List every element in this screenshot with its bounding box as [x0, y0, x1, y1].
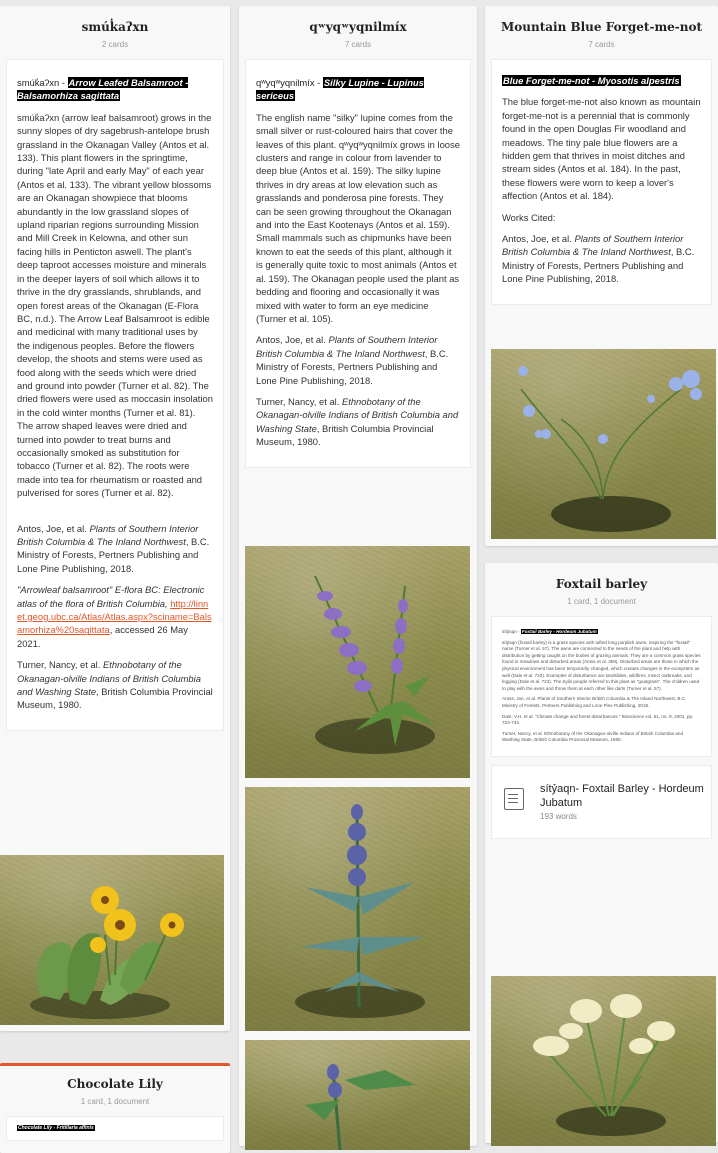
column-count: 1 card, 1 document: [80, 1097, 150, 1106]
intro-highlight: Chocolate Lily - Fritillaria affinis: [18, 1125, 94, 1131]
citation-link[interactable]: http://linnet.geog.ubc.ca/Atlas/Atlas.aspx?sciname=Balsamorhiza%20sagittata: [17, 597, 212, 636]
document-icon: [504, 788, 524, 810]
lupine-illustration: [245, 787, 470, 1031]
forget-me-not-illustration: [491, 349, 716, 539]
citation-authors: Turner, Nancy, et al.: [256, 395, 342, 407]
column-title: Mountain Blue Forget-me-not: [500, 20, 703, 34]
works-cited-heading: Works Cited:: [502, 211, 556, 223]
citation: [17, 658, 213, 712]
citation: Dale, V.H. et al. "Climate change and forest disturbances." Bioscience vol. 51, no. 9, 2001, pp. 723-734.: [502, 713, 694, 726]
column-header[interactable]: [0, 1063, 230, 1116]
column-title: Chocolate Lily: [67, 1077, 163, 1091]
balsamroot-illustration: [0, 855, 224, 1025]
card-intro: [17, 76, 213, 103]
citation: [17, 522, 213, 576]
citation-publisher: , British Columbia Provincial Museum, 1980.: [17, 686, 213, 711]
post-card[interactable]: [245, 59, 471, 468]
card-body: sítỷaqn (foxtail barley) is a grass species with tufted long purplish awns, inspiring the "foxtail" name (Turner et al. 57). The awns are connected to the seeds of the plant and help with distribution by getting caught on the bodies of grazing animals. They are a common grass species found in meadows and disturbed areas (Antos et al. 358). Disturbed areas are those in which the physical environment has been temporarily changed, which creates changes in the ecosystem as well (Dale et al. 723). Examples of disturbance are landslides, wildfires, insect outbreaks, and logging (Dale et al. 723). The Syilx people referred to this plant as "goatgrass". The children used to play with the awns and throw them at each other like darts (Turner et al. 57).: [502, 639, 701, 691]
citation: Antos, Joe, et al. Plants of Southern Interior British Columbia & The Inland Northwest, B.C. Ministry of Forests, Pertners Publishing and Lone Pine Publishing, 2018.: [502, 696, 687, 708]
card-body: smúk̓aʔxn (arrow leaf balsamroot) grows in the sunny slopes of dry sagebrush-antelope brush grassland in the Okanagan Valley (Antos et al. 133). This plant flowers in the springtime, during "late April and early May" of each year (Antos et al. 133). The vibrant yellow blossoms are an Okanagan showpiece that blooms abundantly in the low grassland slopes of upland riparian regions surrounding Mission and Mill Creek in Kelowna, and other sun facing hills in Penticton aswell. The plant's deep taproot accesses moisture and minerals in the deeper layers of soil which allows it to thrive in the dry grasslands, shrublands, and open forest areas of the Okanagan (E-Flora BC, n.d.). The Arrow Leaf Balsamroot is edible and medicinal with many traditional uses by the indigenous peoples. Before the flowers develop, the shoots and stems were used as food along with the seeds which were dried and ground into powder (Turner et al. 82). The dried flowers were used as moccasin insolation in the cold winter months (Turner et al. 81). The arrow shaped leaves were dried and turned into powder to treat burns and occasionally smoked as substitution for tobacco (Turner et al. 82). The roots were made into tea for rheumatism or roasted and pulverised for sores (Turner et al. 82).: [17, 111, 213, 499]
citation-title: Plants of Southern Interior British Columbia & The Inland Northwest: [502, 233, 684, 258]
column-title: smúk̓aʔxn: [81, 20, 149, 34]
document-word-count: 193 words: [540, 811, 577, 821]
citation-accessed: , accessed 26 May 2021.: [17, 624, 188, 649]
citation: [502, 232, 701, 286]
balsamroot-image[interactable]: [0, 855, 224, 1025]
citation-authors: Turner, Nancy, et al.: [17, 659, 103, 671]
forget-me-not-image[interactable]: [491, 349, 716, 539]
citation-authors: Antos, Joe, et al.: [502, 233, 575, 245]
post-card[interactable]: [6, 1116, 224, 1141]
column-header[interactable]: [485, 563, 718, 616]
card-body: The blue forget-me-not also known as mountain forget-me-not is a perennial that is commonly found in the open Douglas Fir woodland and meadows. The tiny pale blue flowers are a hidden gem that thrives in moist ditches and stream sides (Antos et al. 184). In the past, these flowers were worn to keep a lover's affection (Antos et al. 184).: [502, 96, 701, 202]
card-intro: [256, 76, 460, 103]
post-card[interactable]: [6, 59, 224, 731]
column-header[interactable]: [239, 6, 477, 59]
lupine-image-1[interactable]: [245, 546, 470, 778]
citation: [256, 333, 460, 387]
citation: Turner, Nancy, et al. Ethnobotany of the Okanagan-olville Indians of British Columbia and Washing State, British Columbia Provincial Museum, 1980.: [502, 730, 684, 743]
intro-prefix: smúk̓aʔxn -: [17, 77, 68, 88]
citation-title: Ethnobotany of the Okanagan-olville Indians of British Columbia and Washing State: [256, 395, 459, 434]
intro-highlight: Arrow Leafed Balsamroot - Balsamorhiza sagittata: [17, 77, 189, 102]
foxtail-barley-image[interactable]: [491, 976, 716, 1146]
column-header[interactable]: [485, 6, 718, 59]
citation-title: Plants of Southern Interior British Columbia & The Inland Northwest: [17, 522, 199, 547]
citation-publisher: , B.C. Ministry of Forests, Pertners Publishing and Lone Pine Publishing, 2018.: [256, 347, 449, 386]
lupine-image-3[interactable]: [245, 1040, 470, 1150]
foxtail-barley-illustration: [491, 976, 716, 1146]
citation-publisher: , B.C. Ministry of Forests, Pertners Publishing and Lone Pine Publishing, 2018.: [17, 536, 210, 574]
citation-publisher: , British Columbia Provincial Museum, 1980.: [256, 422, 434, 448]
document-attachment[interactable]: [491, 765, 712, 839]
intro-highlight: Foxtail Barley - Hordeum Jubatum: [521, 629, 597, 634]
intro-highlight: Blue Forget-me-not - Myosotis alpestris: [503, 75, 680, 86]
post-card[interactable]: [491, 59, 712, 305]
card-intro: [502, 629, 701, 636]
column-chocolate-lily: [0, 1063, 230, 1153]
lupine-illustration: [245, 546, 470, 778]
citation: [17, 583, 213, 650]
citation-publisher: , B.C. Ministry of Forests, Pertners Publishing and Lone Pine Publishing, 2018.: [502, 246, 695, 285]
column-count: 7 cards: [588, 40, 615, 49]
column-accent-bar: [0, 1063, 230, 1066]
column-header[interactable]: [0, 6, 230, 59]
citation-authors: Antos, Joe, et al.: [256, 334, 329, 346]
post-card[interactable]: [491, 616, 712, 757]
column-title: qʷyqʷyqnilmíx: [309, 20, 407, 34]
column-count: 2 cards: [101, 40, 129, 49]
citation-title: Plants of Southern Interior British Columbia & The Inland Northwest: [256, 334, 438, 359]
citation-title: "Arrowleaf balsamroot" E-flora BC: Electronic atlas of the flora of British Columbia,: [17, 584, 205, 609]
intro-highlight: Silky Lupine - Lupinus sericeus: [256, 77, 424, 102]
lupine-illustration: [245, 1040, 470, 1150]
column-count: 1 card, 1 document: [567, 597, 636, 606]
document-title[interactable]: sítỷaqn- Foxtail Barley - Hordeum Jubatum: [540, 782, 704, 809]
citation-title: Ethnobotany of the Okanagan-olville Indians of British Columbia and Washing State: [17, 659, 201, 698]
card-body: The english name "silky" lupine comes from the small silver or rust-coloured hairs that cover the leaves of this plant. qʷyqʷyqnilmíx grows in loose clusters and range in colour from lavender to deep blue (Antos et al. 159). The silky lupine thrives in dry areas at low elevation such as grasslands and ponderosa pine forests. They can be seen growing throughout the Okanagan and into the East Kootenays (Antos et al. 159). Small mammals such as chipmunks have been known to eat the seeds of this plant, although it is generally quite toxic to most animals (Antos et al. 159). The Okanagan people used the plant as bedding and flooring and occasionally it was mixed with water to form an eye medicine (Turner et al. 105).: [256, 111, 460, 324]
card-intro: [502, 74, 701, 87]
intro-prefix: sítỷaqn -: [502, 629, 521, 634]
intro-prefix: qʷyqʷyqnilmíx -: [256, 77, 323, 88]
citation-authors: Antos, Joe, et al.: [17, 522, 90, 534]
column-title: Foxtail barley: [555, 577, 648, 591]
citation: [256, 395, 460, 449]
column-count: 7 cards: [344, 40, 372, 49]
lupine-image-2[interactable]: [245, 787, 470, 1031]
